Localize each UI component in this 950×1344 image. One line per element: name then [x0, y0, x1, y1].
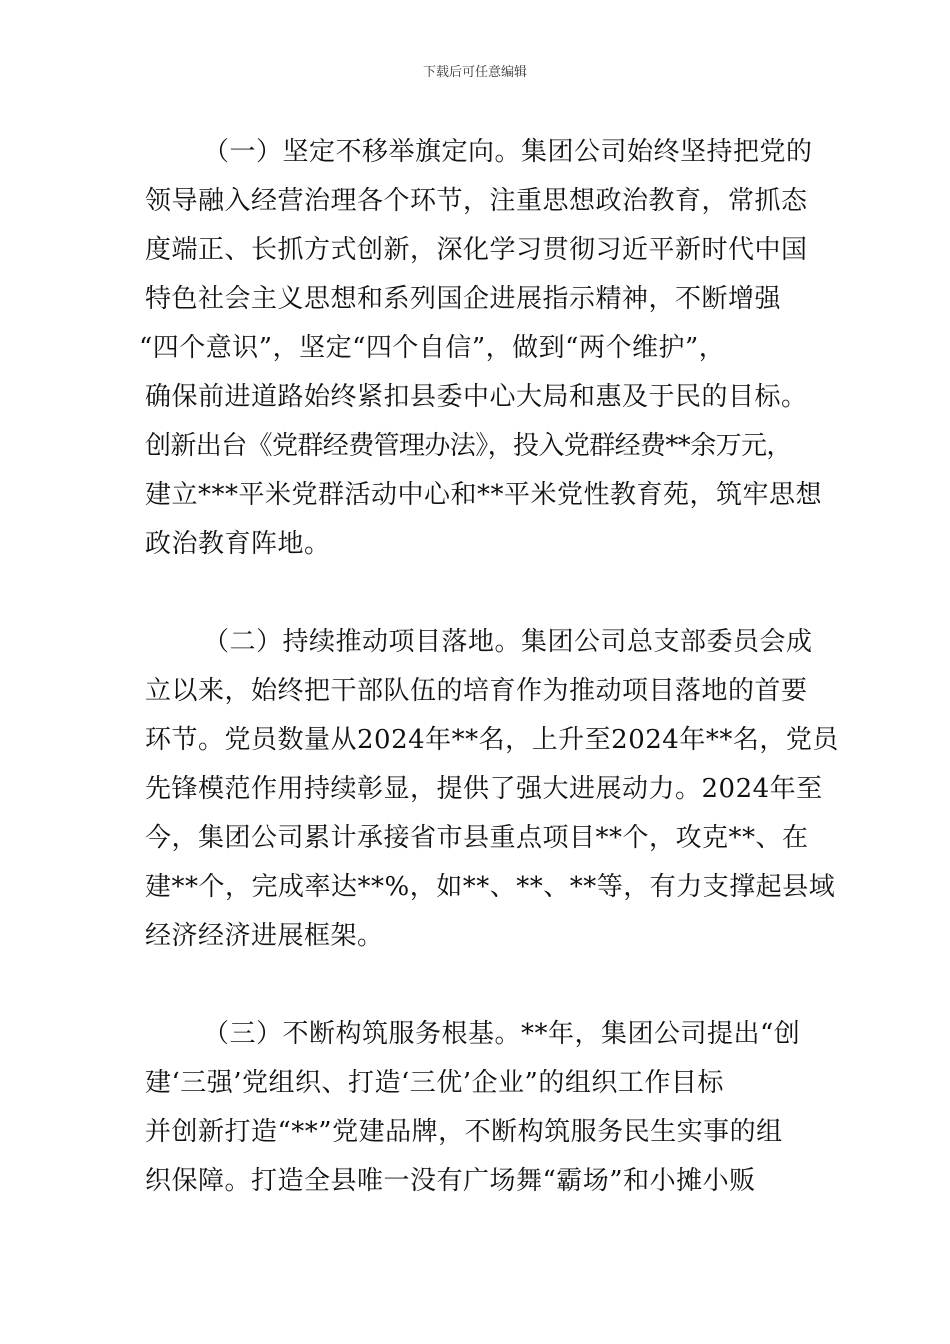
paragraph-gap	[145, 569, 825, 618]
paragraph-gap	[145, 961, 825, 1010]
text-line: 并创新打造“**”党建品牌，不断构筑服务民生实事的组	[145, 1117, 783, 1147]
text-line: 创新出台《党群经费管理办法》，投入党群经费**余万元，	[145, 431, 792, 461]
text-line: 建‘三强’党组织、打造‘三优’企业”的组织工作目标	[145, 1068, 724, 1098]
text-line: 立以来，始终把干部队伍的培育作为推动项目落地的首要	[145, 676, 808, 706]
text-line: 度端正、长抓方式创新，深化学习贯彻习近平新时代中国	[145, 235, 808, 265]
paragraph-1	[139, 128, 825, 569]
text-line: （二）持续推动项目落地。集团公司总支部委员会成	[203, 627, 813, 657]
text-line: 特色社会主义思想和系列国企进展指示精神，不断增强	[145, 284, 782, 314]
paragraph-2	[145, 618, 839, 961]
text-line: “四个意识”，坚定“四个自信”，做到“两个维护”，	[139, 333, 726, 363]
text-line: 建立***平米党群活动中心和**平米党性教育苑，筑牢思想	[145, 480, 823, 510]
text-line: 经济经济进展框架。	[145, 921, 384, 951]
text-line: 织保障。打造全县唯一没有广场舞“霸场”和小摊小贩	[145, 1166, 756, 1196]
paragraph-3	[145, 1010, 825, 1206]
text-line: 确保前进道路始终紧扣县委中心大局和惠及于民的目标。	[145, 382, 808, 412]
text-line: 领导融入经营治理各个环节，注重思想政治教育，常抓态	[145, 186, 808, 216]
text-line: 政治教育阵地。	[145, 529, 331, 559]
text-line: 先锋模范作用持续彰显，提供了强大进展动力。2024年至	[145, 774, 823, 804]
text-line: 环节。党员数量从2024年**名，上升至2024年**名，党员	[145, 725, 839, 755]
text-line: 今，集团公司累计承接省市县重点项目**个，攻克**、在	[145, 823, 809, 853]
page-header: 下载后可任意编辑	[422, 65, 527, 80]
document-body	[139, 128, 839, 1206]
text-line: （三）不断构筑服务根基。**年，集团公司提出“创	[203, 1019, 801, 1049]
text-line: （一）坚定不移举旗定向。集团公司始终坚持把党的	[203, 137, 813, 167]
text-line: 建**个，完成率达**%，如**、**、**等，有力支撑起县域	[145, 872, 836, 902]
